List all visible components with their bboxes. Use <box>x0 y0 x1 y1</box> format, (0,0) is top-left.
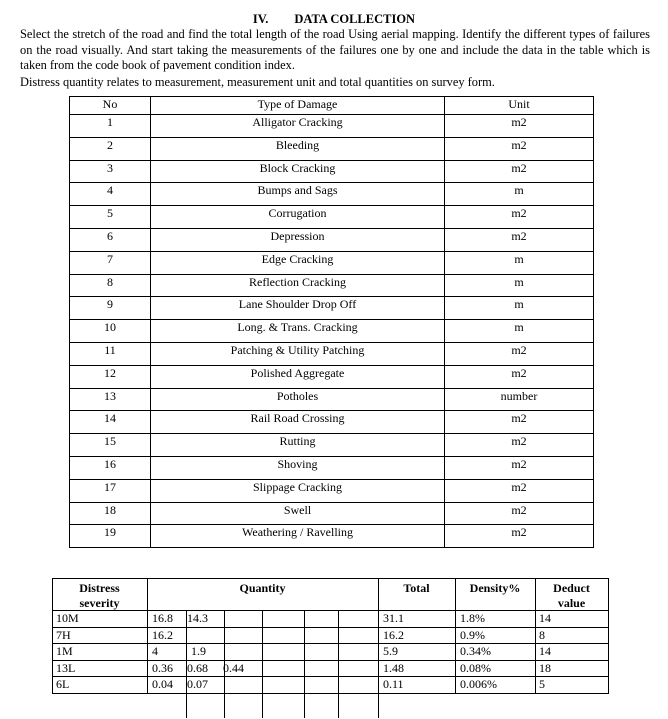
cell-no: 2 <box>70 137 151 160</box>
cell-type: Slippage Cracking <box>151 479 445 502</box>
cell-type: Corrugation <box>151 206 445 229</box>
section-title: DATA COLLECTION <box>294 12 416 26</box>
cell-density: 0.006% <box>460 677 497 691</box>
table-row <box>70 388 594 411</box>
cell-no: 5 <box>70 206 151 229</box>
table-row <box>70 320 594 343</box>
cell-quantity-2: 0.07 <box>187 677 208 691</box>
cell-no: 16 <box>70 456 151 479</box>
cell-unit: m2 <box>445 115 594 138</box>
table-row <box>70 297 594 320</box>
cell-type: Rutting <box>151 434 445 457</box>
damage-types-table <box>69 96 594 548</box>
cell-unit: m <box>445 320 594 343</box>
vertical-rule <box>608 578 609 694</box>
cell-unit: number <box>445 388 594 411</box>
cell-type: Rail Road Crossing <box>151 411 445 434</box>
table-row <box>70 137 594 160</box>
cell-quantity-2: 0.68 <box>187 661 208 675</box>
cell-type: Weathering / Ravelling <box>151 525 445 548</box>
cell-severity: 1M <box>56 644 73 658</box>
vertical-rule <box>378 693 379 718</box>
horizontal-rule <box>52 660 609 661</box>
cell-unit: m2 <box>445 342 594 365</box>
cell-type: Bumps and Sags <box>151 183 445 206</box>
table-row <box>70 434 594 457</box>
cell-type: Polished Aggregate <box>151 365 445 388</box>
cell-quantity-2: 1.9 <box>191 644 206 658</box>
cell-no: 15 <box>70 434 151 457</box>
cell-severity: 7H <box>56 628 71 642</box>
cell-unit: m <box>445 183 594 206</box>
table-row <box>70 274 594 297</box>
cell-deduct: 5 <box>539 677 545 691</box>
header-total: Total <box>403 581 430 595</box>
cell-type: Bleeding <box>151 137 445 160</box>
cell-density: 0.08% <box>460 661 491 675</box>
table-row <box>70 206 594 229</box>
cell-type: Long. & Trans. Cracking <box>151 320 445 343</box>
cell-deduct: 18 <box>539 661 551 675</box>
table-row <box>70 160 594 183</box>
cell-quantity-1: 0.04 <box>152 677 173 691</box>
header-density: Density% <box>469 581 521 595</box>
cell-severity: 6L <box>56 677 70 691</box>
cell-type: Shoving <box>151 456 445 479</box>
cell-no: 18 <box>70 502 151 525</box>
cell-unit: m2 <box>445 137 594 160</box>
vertical-rule <box>262 610 263 718</box>
cell-unit: m <box>445 274 594 297</box>
cell-unit: m2 <box>445 434 594 457</box>
cell-no: 14 <box>70 411 151 434</box>
horizontal-rule <box>52 676 609 677</box>
cell-deduct: 14 <box>539 611 551 625</box>
severity-table <box>52 578 609 718</box>
cell-type: Lane Shoulder Drop Off <box>151 297 445 320</box>
cell-quantity-1: 16.8 <box>152 611 173 625</box>
cell-unit: m2 <box>445 525 594 548</box>
section-number: IV. <box>252 12 269 26</box>
table-row <box>70 525 594 548</box>
cell-no: 11 <box>70 342 151 365</box>
cell-unit: m <box>445 297 594 320</box>
cell-unit: m2 <box>445 228 594 251</box>
cell-no: 13 <box>70 388 151 411</box>
cell-type: Depression <box>151 228 445 251</box>
cell-type: Block Cracking <box>151 160 445 183</box>
table-row <box>70 502 594 525</box>
cell-total: 1.48 <box>383 661 404 675</box>
header-severity: severity <box>79 596 120 610</box>
cell-unit: m2 <box>445 411 594 434</box>
cell-total: 31.1 <box>383 611 404 625</box>
horizontal-rule <box>52 643 609 644</box>
distress-note: Distress quantity relates to measurement, measurement unit and total quantities on survey form. <box>20 75 495 89</box>
cell-quantity-3: 0.44 <box>223 661 244 675</box>
header-no: No <box>70 97 151 115</box>
cell-type: Potholes <box>151 388 445 411</box>
cell-quantity-1: 0.36 <box>152 661 173 675</box>
table-row <box>70 411 594 434</box>
cell-severity: 10M <box>56 611 79 625</box>
cell-no: 1 <box>70 115 151 138</box>
cell-unit: m2 <box>445 206 594 229</box>
cell-unit: m2 <box>445 479 594 502</box>
cell-density: 0.34% <box>460 644 491 658</box>
table-row <box>70 228 594 251</box>
intro-paragraph <box>20 27 650 74</box>
cell-no: 12 <box>70 365 151 388</box>
cell-unit: m2 <box>445 160 594 183</box>
cell-no: 7 <box>70 251 151 274</box>
cell-no: 9 <box>70 297 151 320</box>
cell-no: 4 <box>70 183 151 206</box>
cell-density: 0.9% <box>460 628 485 642</box>
cell-type: Alligator Cracking <box>151 115 445 138</box>
cell-no: 10 <box>70 320 151 343</box>
horizontal-rule <box>52 578 609 579</box>
header-unit: Unit <box>445 97 594 115</box>
horizontal-rule <box>52 693 609 694</box>
section-heading <box>0 12 668 27</box>
cell-quantity-1: 16.2 <box>152 628 173 642</box>
cell-unit: m2 <box>445 502 594 525</box>
cell-severity: 13L <box>56 661 76 675</box>
table-row <box>70 365 594 388</box>
cell-no: 17 <box>70 479 151 502</box>
cell-no: 6 <box>70 228 151 251</box>
cell-no: 19 <box>70 525 151 548</box>
cell-quantity-2: 14.3 <box>187 611 208 625</box>
cell-deduct: 8 <box>539 628 545 642</box>
cell-total: 0.11 <box>383 677 404 691</box>
header-distress: Distress <box>79 581 120 595</box>
cell-no: 3 <box>70 160 151 183</box>
header-type: Type of Damage <box>151 97 445 115</box>
table-row <box>70 115 594 138</box>
horizontal-rule <box>52 627 609 628</box>
header-value: value <box>557 596 586 610</box>
cell-unit: m2 <box>445 365 594 388</box>
cell-type: Swell <box>151 502 445 525</box>
cell-total: 16.2 <box>383 628 404 642</box>
cell-deduct: 14 <box>539 644 551 658</box>
cell-type: Edge Cracking <box>151 251 445 274</box>
cell-total: 5.9 <box>383 644 398 658</box>
vertical-rule <box>304 610 305 718</box>
cell-type: Patching & Utility Patching <box>151 342 445 365</box>
cell-type: Reflection Cracking <box>151 274 445 297</box>
table-row <box>70 342 594 365</box>
table-header-row <box>70 97 594 115</box>
cell-density: 1.8% <box>460 611 485 625</box>
header-deduct: Deduct <box>553 581 590 595</box>
cell-unit: m2 <box>445 456 594 479</box>
cell-quantity-1: 4 <box>152 644 158 658</box>
table-row <box>70 183 594 206</box>
header-quantity: Quantity <box>239 581 286 595</box>
cell-unit: m <box>445 251 594 274</box>
table-row <box>70 251 594 274</box>
cell-no: 8 <box>70 274 151 297</box>
vertical-rule <box>338 610 339 718</box>
intro-text: Select the stretch of the road and find the total length of the road Using aerial mapping. Identify the different types of failures on the road visually. And start taking the measurements of the failures one by one and include the data in the table which is taken from the code book of pavement condition index. <box>20 27 650 73</box>
table-row <box>70 456 594 479</box>
table-row <box>70 479 594 502</box>
